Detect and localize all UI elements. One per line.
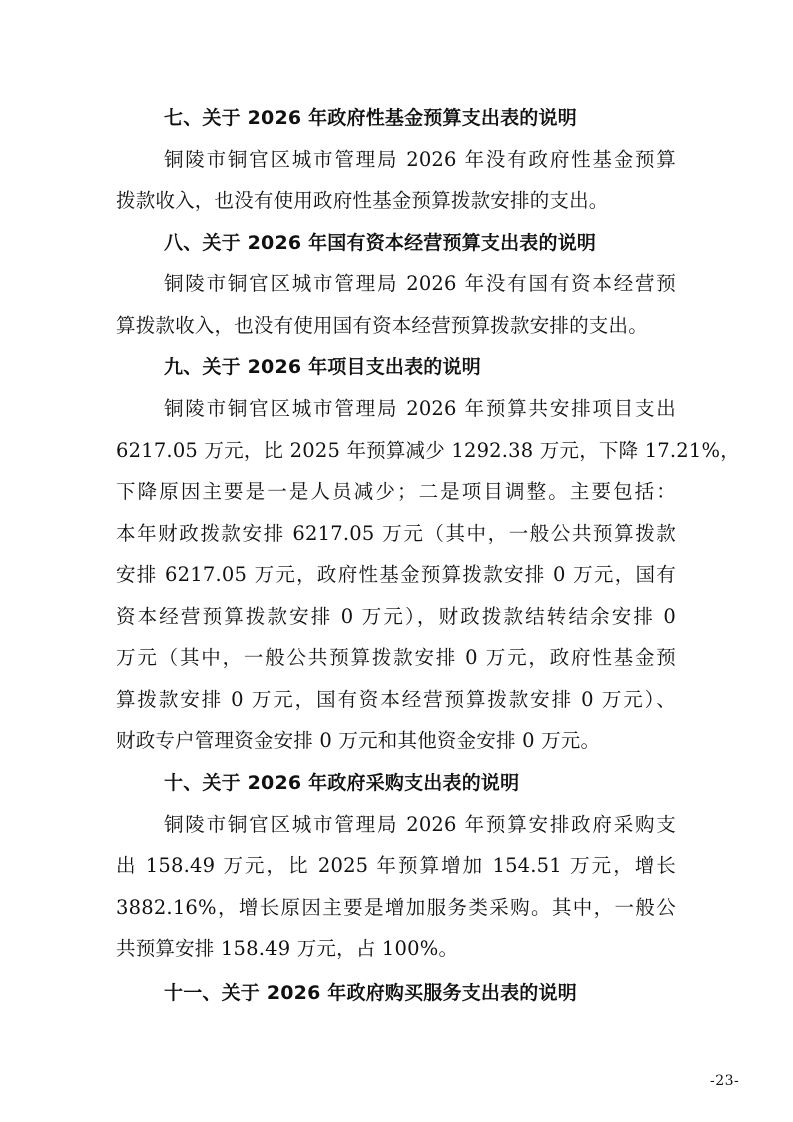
paragraph-line: 出 158.49 万元，比 2025 年预算增加 154.51 万元，增长: [116, 854, 676, 877]
section-heading-11: 十一、关于 2026 年政府购买服务支出表的说明: [164, 982, 577, 1004]
paragraph-line: 下降原因主要是一是人员减少；二是项目调整。主要包括：: [116, 480, 676, 503]
paragraph-line: 铜陵市铜官区城市管理局 2026 年预算安排政府采购支: [164, 813, 676, 836]
paragraph-line: 万元（其中，一般公共预算拨款安排 0 万元，政府性基金预: [116, 646, 676, 669]
paragraph-line: 本年财政拨款安排 6217.05 万元（其中，一般公共预算拨款: [116, 522, 676, 545]
paragraph-line: 拨款收入，也没有使用政府性基金预算拨款安排的支出。: [116, 189, 609, 212]
paragraph-line: 算拨款收入，也没有使用国有资本经营预算拨款安排的支出。: [116, 314, 648, 337]
paragraph-line: 铜陵市铜官区城市管理局 2026 年没有政府性基金预算: [164, 148, 676, 171]
paragraph-line: 3882.16%，增长原因主要是增加服务类采购。其中，一般公: [116, 896, 676, 919]
paragraph-line: 铜陵市铜官区城市管理局 2026 年预算共安排项目支出: [164, 397, 676, 420]
paragraph-line: 6217.05 万元，比 2025 年预算减少 1292.38 万元，下降 17.21%，: [116, 439, 740, 462]
section-heading-10: 十、关于 2026 年政府采购支出表的说明: [164, 772, 520, 794]
paragraph-line: 算拨款安排 0 万元，国有资本经营预算拨款安排 0 万元）、: [116, 688, 676, 711]
section-heading-9: 九、关于 2026 年项目支出表的说明: [164, 356, 481, 378]
page-number: -23-: [710, 1073, 740, 1089]
paragraph-line: 安排 6217.05 万元，政府性基金预算拨款安排 0 万元，国有: [116, 563, 676, 586]
paragraph-line: 财政专户管理资金安排 0 万元和其他资金安排 0 万元。: [116, 729, 601, 752]
paragraph-line: 共预算安排 158.49 万元，占 100%。: [116, 937, 459, 960]
section-heading-8: 八、关于 2026 年国有资本经营预算支出表的说明: [164, 232, 597, 254]
paragraph-line: 铜陵市铜官区城市管理局 2026 年没有国有资本经营预: [164, 272, 676, 295]
section-heading-7: 七、关于 2026 年政府性基金预算支出表的说明: [164, 107, 577, 129]
paragraph-line: 资本经营预算拨款安排 0 万元），财政拨款结转结余安排 0: [116, 605, 676, 628]
